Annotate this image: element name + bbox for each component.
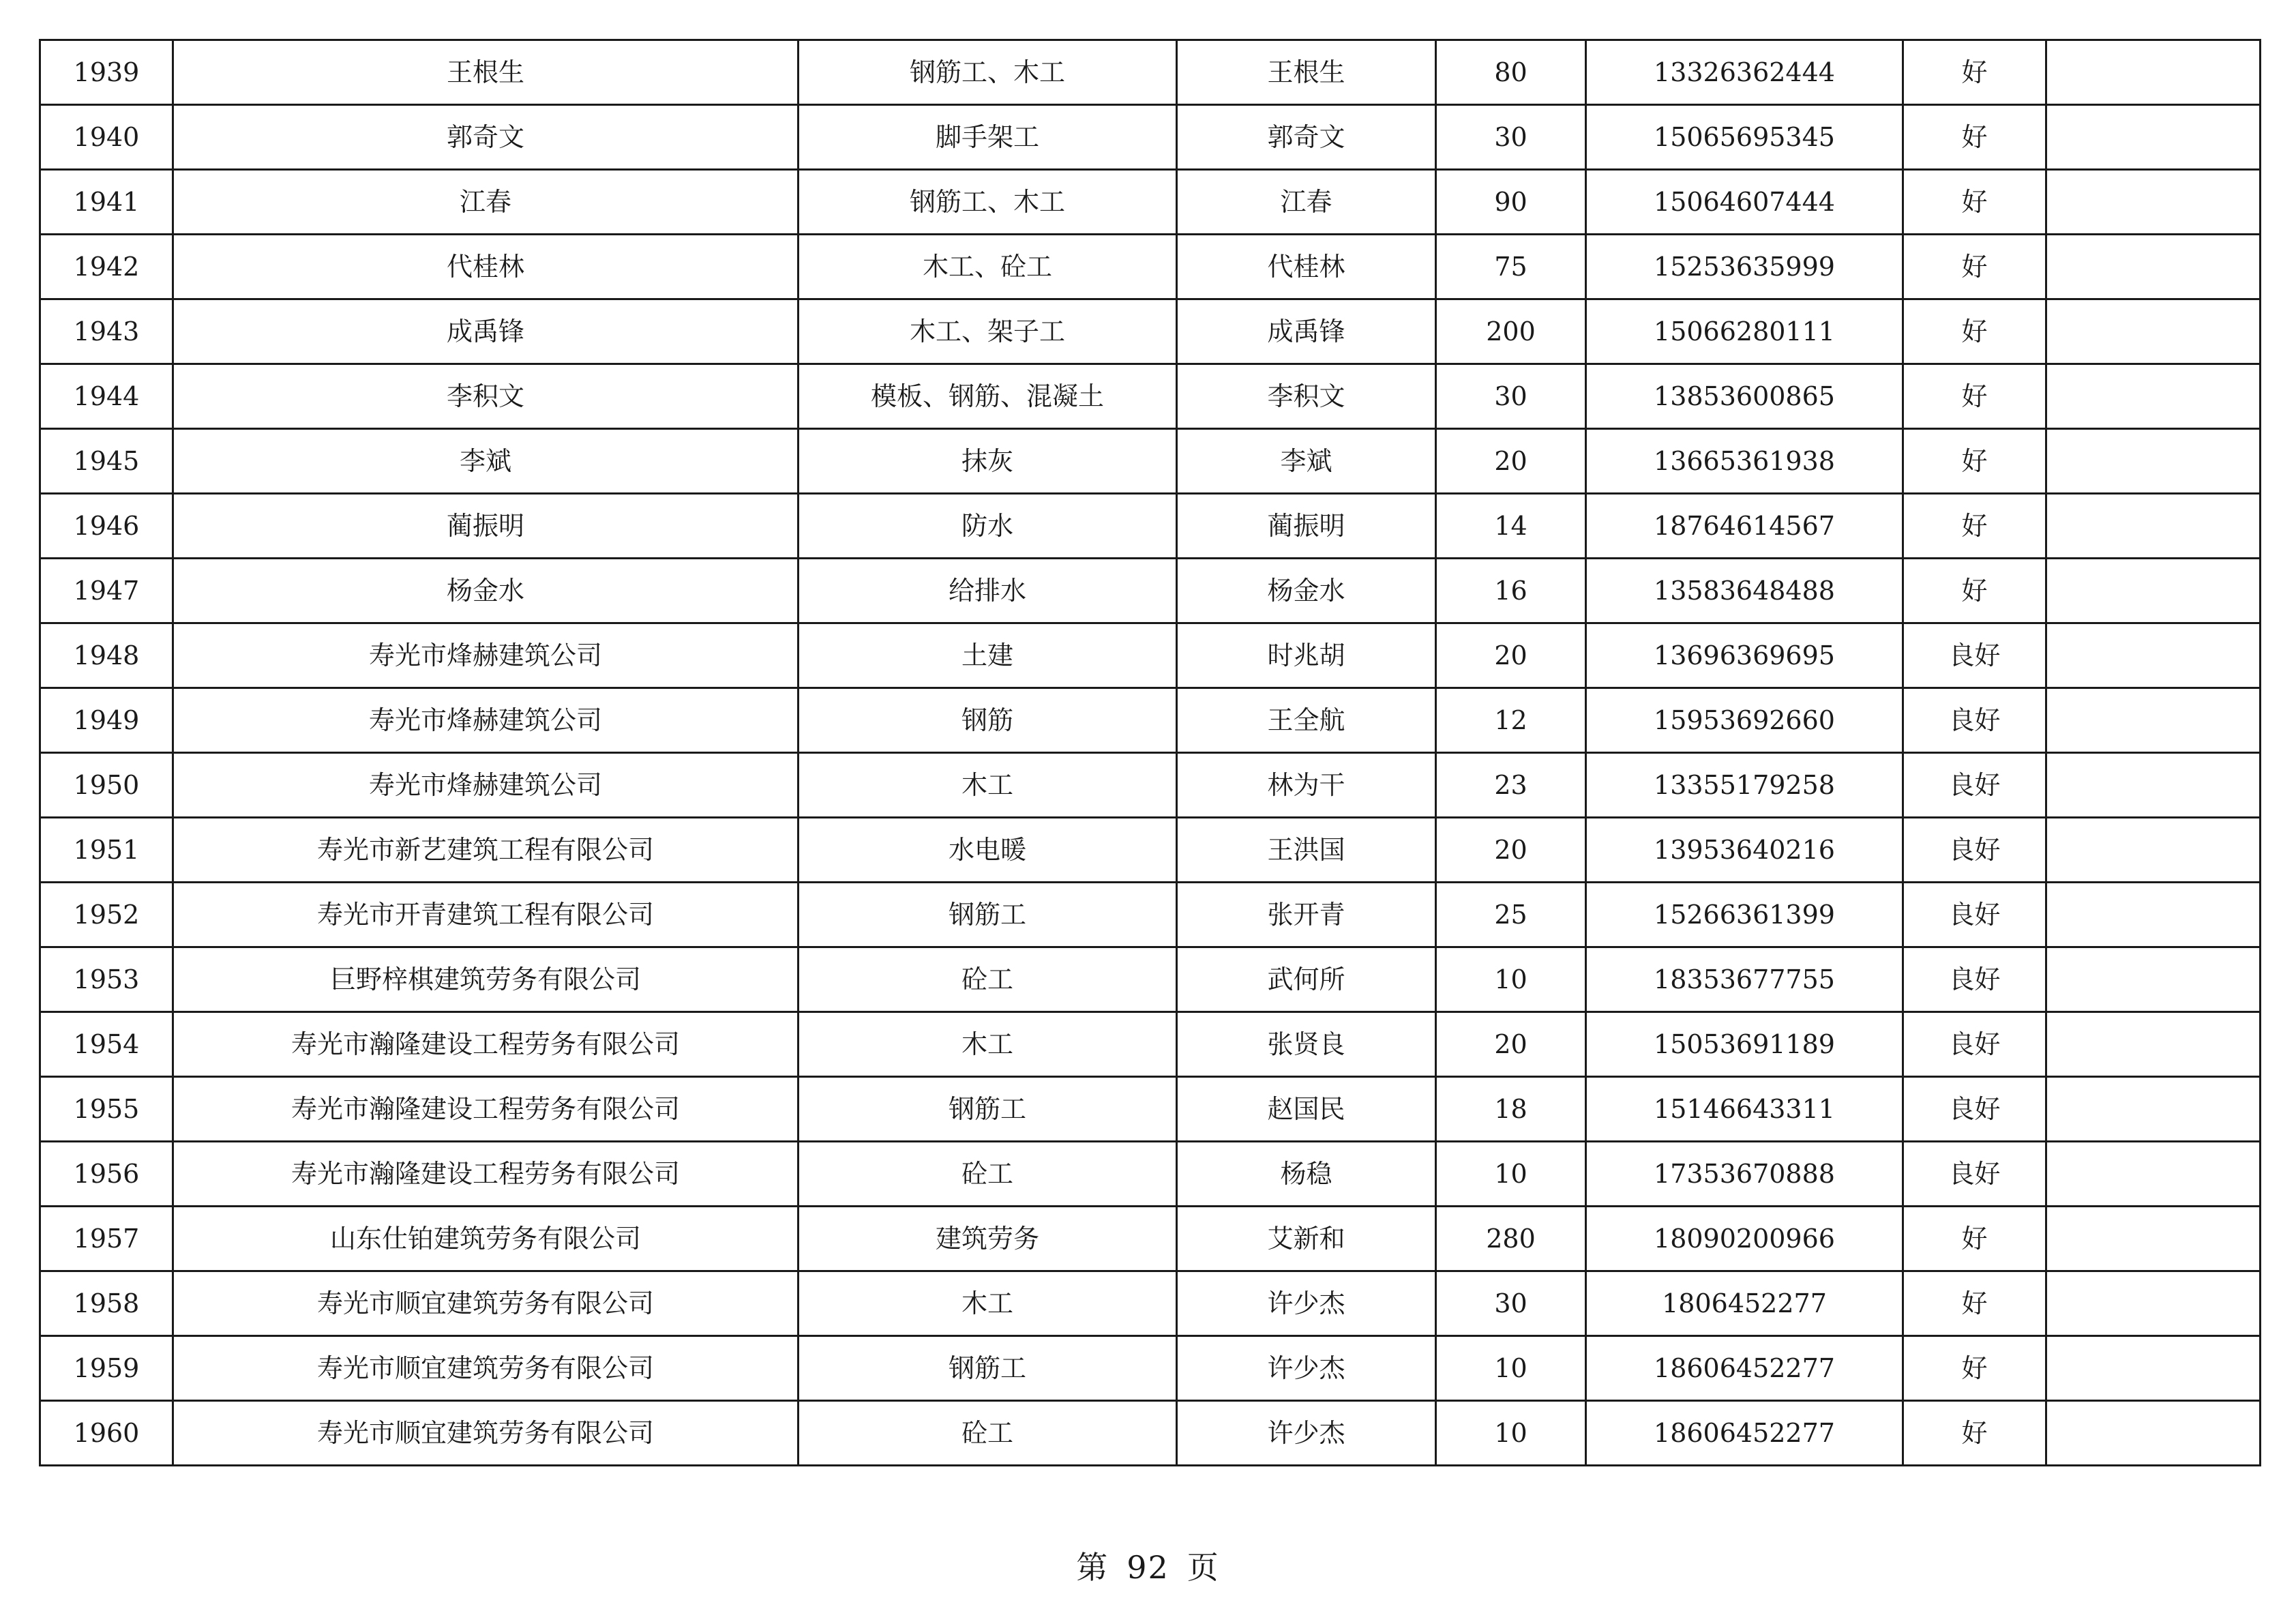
row-number-cell: 1942 (40, 235, 173, 299)
unit-name-cell: 寿光市烽赫建筑公司 (173, 753, 799, 818)
page-number: 92 (1127, 1549, 1169, 1586)
contact-person-cell: 李斌 (1177, 429, 1436, 494)
row-number-cell: 1952 (40, 883, 173, 947)
contact-person-cell: 王根生 (1177, 40, 1436, 105)
table-row (40, 1142, 2261, 1207)
contact-person-cell: 李积文 (1177, 364, 1436, 429)
contact-person-cell: 许少杰 (1177, 1401, 1436, 1466)
worker-count-cell: 10 (1436, 1336, 1586, 1401)
unit-name-cell: 寿光市顺宜建筑劳务有限公司 (173, 1401, 799, 1466)
trade-cell: 给排水 (799, 559, 1177, 623)
row-number-cell: 1947 (40, 559, 173, 623)
phone-cell: 13953640216 (1586, 818, 1903, 883)
worker-count-cell: 10 (1436, 1142, 1586, 1207)
unit-name-cell: 寿光市顺宜建筑劳务有限公司 (173, 1271, 799, 1336)
worker-count-cell: 10 (1436, 1401, 1586, 1466)
worker-count-cell: 75 (1436, 235, 1586, 299)
unit-name-cell: 江春 (173, 170, 799, 235)
rating-cell: 好 (1903, 494, 2046, 559)
phone-cell: 18764614567 (1586, 494, 1903, 559)
table-row (40, 818, 2261, 883)
page-suffix: 页 (1187, 1549, 1220, 1586)
row-number-cell: 1954 (40, 1012, 173, 1077)
contact-person-cell: 许少杰 (1177, 1271, 1436, 1336)
contact-person-cell: 杨金水 (1177, 559, 1436, 623)
unit-name-cell: 巨野梓棋建筑劳务有限公司 (173, 947, 799, 1012)
row-number-cell: 1948 (40, 623, 173, 688)
table-row (40, 688, 2261, 753)
trade-cell: 木工、架子工 (799, 299, 1177, 364)
worker-count-cell: 23 (1436, 753, 1586, 818)
worker-count-cell: 80 (1436, 40, 1586, 105)
table-row (40, 753, 2261, 818)
remark-cell (2046, 1077, 2261, 1142)
table-row (40, 1012, 2261, 1077)
worker-count-cell: 25 (1436, 883, 1586, 947)
worker-count-cell: 30 (1436, 105, 1586, 170)
remark-cell (2046, 947, 2261, 1012)
contact-person-cell: 时兆胡 (1177, 623, 1436, 688)
worker-count-cell: 10 (1436, 947, 1586, 1012)
rating-cell: 好 (1903, 429, 2046, 494)
phone-cell: 18090200966 (1586, 1207, 1903, 1271)
trade-cell: 砼工 (799, 1142, 1177, 1207)
contact-person-cell: 张开青 (1177, 883, 1436, 947)
trade-cell: 木工、砼工 (799, 235, 1177, 299)
table-row (40, 623, 2261, 688)
row-number-cell: 1960 (40, 1401, 173, 1466)
row-number-cell: 1949 (40, 688, 173, 753)
worker-count-cell: 20 (1436, 623, 1586, 688)
page-footer (0, 1543, 2296, 1588)
table-row (40, 40, 2261, 105)
rating-cell: 良好 (1903, 883, 2046, 947)
table-row (40, 1077, 2261, 1142)
phone-cell: 13696369695 (1586, 623, 1903, 688)
table-row (40, 235, 2261, 299)
row-number-cell: 1946 (40, 494, 173, 559)
remark-cell (2046, 1012, 2261, 1077)
worker-count-cell: 20 (1436, 429, 1586, 494)
unit-name-cell: 郭奇文 (173, 105, 799, 170)
trade-cell: 钢筋工 (799, 883, 1177, 947)
worker-count-cell: 30 (1436, 364, 1586, 429)
trade-cell: 木工 (799, 1012, 1177, 1077)
worker-count-cell: 20 (1436, 1012, 1586, 1077)
remark-cell (2046, 1336, 2261, 1401)
contact-person-cell: 王全航 (1177, 688, 1436, 753)
worker-count-cell: 280 (1436, 1207, 1586, 1271)
unit-name-cell: 寿光市新艺建筑工程有限公司 (173, 818, 799, 883)
worker-count-cell: 12 (1436, 688, 1586, 753)
remark-cell (2046, 883, 2261, 947)
trade-cell: 钢筋工、木工 (799, 170, 1177, 235)
remark-cell (2046, 364, 2261, 429)
worker-count-cell: 14 (1436, 494, 1586, 559)
remark-cell (2046, 494, 2261, 559)
page-prefix: 第 (1076, 1549, 1109, 1586)
phone-cell: 15953692660 (1586, 688, 1903, 753)
phone-cell: 15065695345 (1586, 105, 1903, 170)
contact-person-cell: 代桂林 (1177, 235, 1436, 299)
remark-cell (2046, 688, 2261, 753)
row-number-cell: 1957 (40, 1207, 173, 1271)
table-row (40, 1207, 2261, 1271)
row-number-cell: 1950 (40, 753, 173, 818)
row-number-cell: 1943 (40, 299, 173, 364)
row-number-cell: 1941 (40, 170, 173, 235)
row-number-cell: 1939 (40, 40, 173, 105)
trade-cell: 模板、钢筋、混凝土 (799, 364, 1177, 429)
phone-cell: 15146643311 (1586, 1077, 1903, 1142)
remark-cell (2046, 235, 2261, 299)
rating-cell: 良好 (1903, 1142, 2046, 1207)
row-number-cell: 1944 (40, 364, 173, 429)
unit-name-cell: 李斌 (173, 429, 799, 494)
phone-cell: 15266361399 (1586, 883, 1903, 947)
row-number-cell: 1956 (40, 1142, 173, 1207)
rating-cell: 良好 (1903, 947, 2046, 1012)
unit-name-cell: 代桂林 (173, 235, 799, 299)
unit-name-cell: 王根生 (173, 40, 799, 105)
phone-cell: 13583648488 (1586, 559, 1903, 623)
table-row (40, 1271, 2261, 1336)
remark-cell (2046, 559, 2261, 623)
rating-cell: 好 (1903, 299, 2046, 364)
rating-cell: 好 (1903, 105, 2046, 170)
remark-cell (2046, 105, 2261, 170)
rating-cell: 好 (1903, 40, 2046, 105)
trade-cell: 木工 (799, 1271, 1177, 1336)
table-row (40, 1401, 2261, 1466)
table-row (40, 299, 2261, 364)
trade-cell: 木工 (799, 753, 1177, 818)
remark-cell (2046, 623, 2261, 688)
trade-cell: 钢筋工、木工 (799, 40, 1177, 105)
phone-cell: 13355179258 (1586, 753, 1903, 818)
rating-cell: 好 (1903, 559, 2046, 623)
rating-cell: 良好 (1903, 1012, 2046, 1077)
document-page (39, 39, 2259, 1466)
rating-cell: 好 (1903, 235, 2046, 299)
trade-cell: 钢筋工 (799, 1077, 1177, 1142)
phone-cell: 1806452277 (1586, 1271, 1903, 1336)
worker-count-cell: 18 (1436, 1077, 1586, 1142)
trade-cell: 砼工 (799, 947, 1177, 1012)
rating-cell: 良好 (1903, 1077, 2046, 1142)
row-number-cell: 1955 (40, 1077, 173, 1142)
contact-person-cell: 成禹锋 (1177, 299, 1436, 364)
rating-cell: 好 (1903, 1271, 2046, 1336)
table-row (40, 494, 2261, 559)
trade-cell: 防水 (799, 494, 1177, 559)
unit-name-cell: 寿光市烽赫建筑公司 (173, 688, 799, 753)
remark-cell (2046, 40, 2261, 105)
rating-cell: 好 (1903, 364, 2046, 429)
worker-count-cell: 30 (1436, 1271, 1586, 1336)
trade-cell: 钢筋 (799, 688, 1177, 753)
rating-cell: 良好 (1903, 818, 2046, 883)
contact-person-cell: 王洪国 (1177, 818, 1436, 883)
table-row (40, 105, 2261, 170)
unit-name-cell: 成禹锋 (173, 299, 799, 364)
phone-cell: 18606452277 (1586, 1401, 1903, 1466)
row-number-cell: 1945 (40, 429, 173, 494)
phone-cell: 15253635999 (1586, 235, 1903, 299)
rating-cell: 良好 (1903, 753, 2046, 818)
unit-name-cell: 寿光市顺宜建筑劳务有限公司 (173, 1336, 799, 1401)
remark-cell (2046, 818, 2261, 883)
table-body (40, 40, 2261, 1466)
unit-name-cell: 杨金水 (173, 559, 799, 623)
trade-cell: 脚手架工 (799, 105, 1177, 170)
unit-name-cell: 寿光市瀚隆建设工程劳务有限公司 (173, 1012, 799, 1077)
phone-cell: 15066280111 (1586, 299, 1903, 364)
contact-person-cell: 杨稳 (1177, 1142, 1436, 1207)
rating-cell: 好 (1903, 1401, 2046, 1466)
remark-cell (2046, 1401, 2261, 1466)
phone-cell: 13665361938 (1586, 429, 1903, 494)
remark-cell (2046, 299, 2261, 364)
remark-cell (2046, 429, 2261, 494)
contact-person-cell: 蔺振明 (1177, 494, 1436, 559)
remark-cell (2046, 1271, 2261, 1336)
phone-cell: 13853600865 (1586, 364, 1903, 429)
rating-cell: 好 (1903, 1207, 2046, 1271)
rating-cell: 良好 (1903, 688, 2046, 753)
remark-cell (2046, 170, 2261, 235)
table-row (40, 1336, 2261, 1401)
worker-count-cell: 200 (1436, 299, 1586, 364)
phone-cell: 15053691189 (1586, 1012, 1903, 1077)
phone-cell: 15064607444 (1586, 170, 1903, 235)
remark-cell (2046, 1207, 2261, 1271)
unit-name-cell: 寿光市烽赫建筑公司 (173, 623, 799, 688)
table-row (40, 170, 2261, 235)
trade-cell: 水电暖 (799, 818, 1177, 883)
table-row (40, 883, 2261, 947)
phone-cell: 13326362444 (1586, 40, 1903, 105)
remark-cell (2046, 753, 2261, 818)
rating-cell: 好 (1903, 1336, 2046, 1401)
trade-cell: 建筑劳务 (799, 1207, 1177, 1271)
unit-name-cell: 寿光市瀚隆建设工程劳务有限公司 (173, 1077, 799, 1142)
row-number-cell: 1951 (40, 818, 173, 883)
unit-name-cell: 蔺振明 (173, 494, 799, 559)
worker-count-cell: 90 (1436, 170, 1586, 235)
row-number-cell: 1940 (40, 105, 173, 170)
contact-person-cell: 江春 (1177, 170, 1436, 235)
phone-cell: 18606452277 (1586, 1336, 1903, 1401)
unit-name-cell: 寿光市开青建筑工程有限公司 (173, 883, 799, 947)
phone-cell: 18353677755 (1586, 947, 1903, 1012)
trade-cell: 抹灰 (799, 429, 1177, 494)
worker-count-cell: 16 (1436, 559, 1586, 623)
contact-person-cell: 林为干 (1177, 753, 1436, 818)
contact-person-cell: 赵国民 (1177, 1077, 1436, 1142)
unit-name-cell: 寿光市瀚隆建设工程劳务有限公司 (173, 1142, 799, 1207)
contact-person-cell: 艾新和 (1177, 1207, 1436, 1271)
contact-person-cell: 许少杰 (1177, 1336, 1436, 1401)
unit-name-cell: 山东仕铂建筑劳务有限公司 (173, 1207, 799, 1271)
unit-name-cell: 李积文 (173, 364, 799, 429)
table-row (40, 364, 2261, 429)
contact-person-cell: 张贤良 (1177, 1012, 1436, 1077)
trade-cell: 砼工 (799, 1401, 1177, 1466)
row-number-cell: 1958 (40, 1271, 173, 1336)
table-row (40, 559, 2261, 623)
phone-cell: 17353670888 (1586, 1142, 1903, 1207)
table-row (40, 429, 2261, 494)
worker-count-cell: 20 (1436, 818, 1586, 883)
contact-person-cell: 郭奇文 (1177, 105, 1436, 170)
contact-person-cell: 武何所 (1177, 947, 1436, 1012)
contractor-table (39, 39, 2261, 1466)
remark-cell (2046, 1142, 2261, 1207)
row-number-cell: 1959 (40, 1336, 173, 1401)
trade-cell: 土建 (799, 623, 1177, 688)
rating-cell: 良好 (1903, 623, 2046, 688)
rating-cell: 好 (1903, 170, 2046, 235)
table-row (40, 947, 2261, 1012)
trade-cell: 钢筋工 (799, 1336, 1177, 1401)
row-number-cell: 1953 (40, 947, 173, 1012)
